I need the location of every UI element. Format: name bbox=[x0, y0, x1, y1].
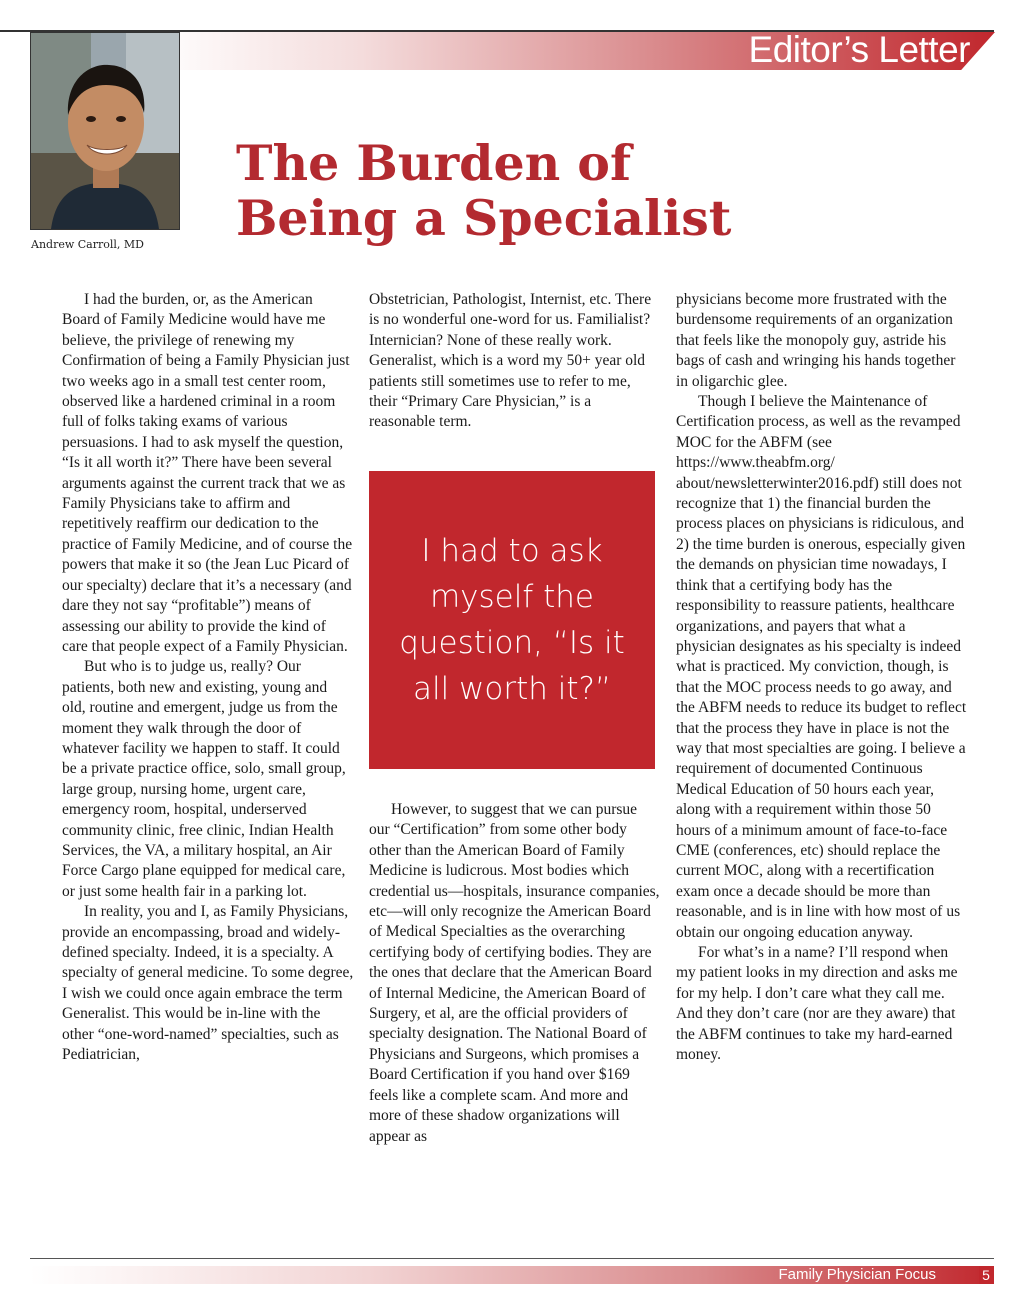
publication-name: Family Physician Focus bbox=[778, 1266, 936, 1283]
paragraph: For what’s in a name? I’ll respond when my patient looks in my direction and asks me for my help. I don’t care what they call me. And they don’t care (nor are they aware) that the ABFM continues to take my hard-earned money. bbox=[676, 944, 958, 1064]
author-photo bbox=[30, 32, 180, 230]
paragraph: However, to suggest that we can pursue our “Certification” from some other body other than the American Board of Family Medicine is ludicrous. Most bodies which credential us—hospitals, insurance companies, etc—will only recognize the American Board of Medical Specialties as the overarching certifying body of certifying bodies. They are the ones that declare that the American Board of Internal Medicine, the American Board of Surgery, et al, are the official providers of specialty designation. The National Board of Physicians and Surgeons, which promises a Board Certification if you hand over $169 feels like a complete scam. And more and more of these shadow organizations will appear as bbox=[369, 801, 660, 1145]
page-number: 5 bbox=[979, 1266, 993, 1284]
pull-quote-text: I had to ask myself the question, “Is it all worth it?” bbox=[399, 533, 625, 707]
paragraph: But who is to judge us, really? Our patients, both new and existing, young and old, routine and emergent, judge us from the moment they walk through the door of whatever facility we happen to staff. It could be a private practice office, solo, small group, large group, nursing home, urgent care, emergency room, hospital, underserved community clinic, free clinic, Indian Health Services, the VA, a military hospital, an Air Force Cargo plane equipped for medical care, or just some health fair in a parking lot. bbox=[62, 658, 346, 900]
paragraph: Obstetrician, Pathologist, Internist, etc. There is no wonderful one-word for us. Familialist? Internician? None of these really work. Generalist, which is a word my 50+ year old patients still sometimes use to refer to me, their “Primary Care Physician,” is a reasonable term. bbox=[369, 291, 652, 431]
author-caption: Andrew Carroll, MD bbox=[31, 238, 144, 251]
column-1 bbox=[62, 290, 354, 1065]
paragraph: Though I believe the Maintenance of Certification process, as well as the revamped MOC for the ABFM (see https://www.theabfm.org/ about/newsletterwinter2016.pdf) still does not recognize that 1) the financial burden the process places on physicians is ridiculous, and 2) the time burden is onerous, especially given the demands on physician time nowadays, I think that a certifying body has the responsibility to reassure patients, healthcare organizations, and payers that what a physician designates as his specialty is indeed what is practiced. My conviction, though, is that the MOC process needs to go away, and the ABFM needs to reduce its budget to reflect that the process they have in place is not the way that most specialties are going. I believe a requirement of documented Continuous Medical Education of 50 hours each year, along with a requirement within those 50 hours of a minimum amount of face-to-face CME (conferences, etc) should replace the current MOC, along with a recertification exam once a decade should be more than reasonable, and is in line with how most of us obtain our ongoing education anyway. bbox=[676, 393, 967, 941]
portrait-illustration bbox=[31, 33, 179, 229]
paragraph: In reality, you and I, as Family Physicians, provide an encompassing, broad and widely-defined specialty. Indeed, it is a specialty. A specialty of general medicine. To some degree, I wish we could once again embrace the term Generalist. This would be in-line with the other “one-word-named” specialties, such as Pediatrician, bbox=[62, 903, 354, 1064]
paragraph: physicians become more frustrated with the burdensome requirements of an organization that feels like the monopoly guy, astride his bags of cash and wringing his hands together in oligarchic glee. bbox=[676, 291, 956, 390]
bottom-rule bbox=[30, 1258, 994, 1259]
section-title: Editor’s Letter bbox=[748, 29, 970, 70]
column-2-top bbox=[369, 290, 661, 433]
pull-quote bbox=[369, 471, 655, 769]
column-2-bottom bbox=[369, 800, 661, 1147]
column-3 bbox=[676, 290, 968, 1065]
headline-line-2: Being a Specialist bbox=[236, 189, 732, 247]
headline-line-1: The Burden of bbox=[236, 134, 632, 192]
article-headline bbox=[236, 136, 731, 246]
paragraph: I had the burden, or, as the American Board of Family Medicine would have me believe, the privilege of renewing my Confirmation of being a Family Physician just two weeks ago in a small test center room, observed like a hardened criminal in a room full of folks taking exams of various persuasions. I had to ask myself the question, “Is it all worth it?” There have been several arguments against the current track that we as Family Physicians take to affirm and repetitively reaffirm our dedication to the practice of Family Medicine, and of course the powers that make it so (the Jean Luc Picard of our specialty) declare that it’s a necessary (and dare they not say “profitable”) means of assessing our ability to provide the kind of care that people expect of a Family Physician. bbox=[62, 291, 353, 655]
